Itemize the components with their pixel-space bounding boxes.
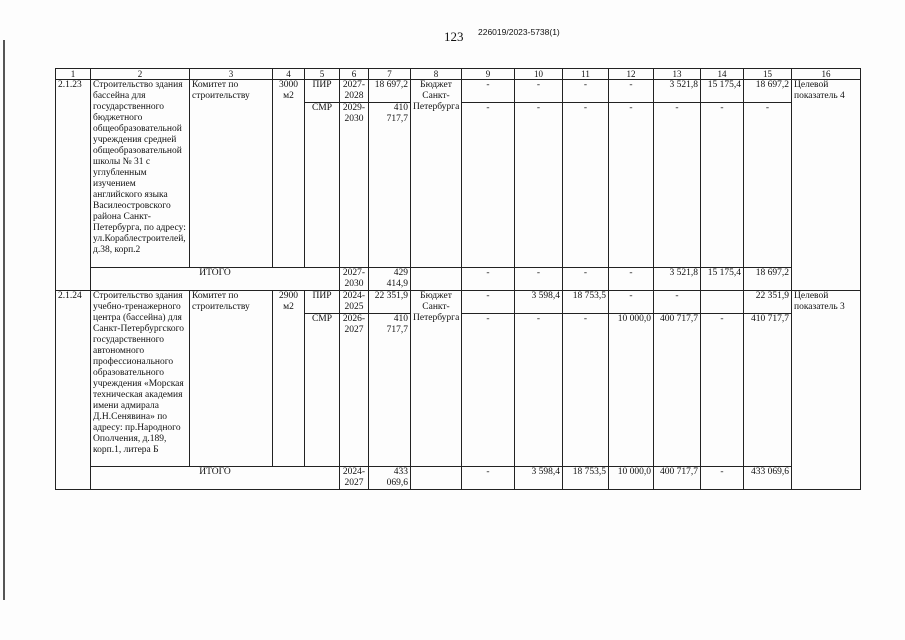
col-header: 5 <box>305 69 340 80</box>
target-indicator: Целевой показатель 3 <box>792 291 861 490</box>
col-header: 12 <box>609 69 654 80</box>
col-header: 8 <box>411 69 462 80</box>
period: 2027-2030 <box>340 268 369 291</box>
col-header: 14 <box>701 69 744 80</box>
total-cost: 410 717,7 <box>369 314 411 467</box>
value-col-12: 10 000,0 <box>609 467 654 490</box>
itogo-label: ИТОГО <box>91 467 340 490</box>
value-col-9: - <box>462 103 515 268</box>
empty-cell <box>411 467 462 490</box>
period: 2024-2027 <box>340 467 369 490</box>
value-col-9: - <box>462 467 515 490</box>
capacity: 3000 м2 <box>273 80 305 268</box>
col-header: 3 <box>190 69 273 80</box>
value-col-12: - <box>609 103 654 268</box>
value-col-13: - <box>654 103 701 268</box>
funding-source: Бюджет Санкт-Петербурга <box>411 80 462 268</box>
value-col-11: 18 753,5 <box>563 467 609 490</box>
row-number: 2.1.24 <box>56 291 91 490</box>
row-number: 2.1.23 <box>56 80 91 291</box>
value-col-12: - <box>609 80 654 103</box>
table-row <box>56 291 861 314</box>
total-cost: 433 069,6 <box>369 467 411 490</box>
col-header: 15 <box>744 69 792 80</box>
col-header: 16 <box>792 69 861 80</box>
work-type: ПИР <box>305 291 340 314</box>
value-col-13: 400 717,7 <box>654 314 701 467</box>
value-col-14: - <box>701 467 744 490</box>
value-col-11: - <box>563 103 609 268</box>
value-col-12: - <box>609 268 654 291</box>
funding-source: Бюджет Санкт-Петербурга <box>411 291 462 467</box>
value-col-15: 18 697,2 <box>744 268 792 291</box>
empty-cell <box>411 268 462 291</box>
customer: Комитет по строительству <box>190 80 273 268</box>
work-type: СМР <box>305 103 340 268</box>
value-col-10: - <box>515 314 563 467</box>
program-table <box>55 68 861 490</box>
total-cost: 429 414,9 <box>369 268 411 291</box>
value-col-9: - <box>462 268 515 291</box>
value-col-13: - <box>654 291 701 314</box>
value-col-13: 3 521,8 <box>654 268 701 291</box>
period: 2026-2027 <box>340 314 369 467</box>
itogo-row <box>56 467 861 490</box>
value-col-10: - <box>515 268 563 291</box>
capacity: 2900 м2 <box>273 291 305 467</box>
value-col-14: - <box>701 103 744 268</box>
work-type: ПИР <box>305 80 340 103</box>
value-col-9: - <box>462 291 515 314</box>
period: 2024-2025 <box>340 291 369 314</box>
col-header: 7 <box>369 69 411 80</box>
period: 2029-2030 <box>340 103 369 268</box>
col-header: 1 <box>56 69 91 80</box>
total-cost: 22 351,9 <box>369 291 411 314</box>
object-name: Строительство здания бассейна для государственного бюджетного общеобразовательной учреждения средней общеобразовательной школы № 31 с углубленным изучением английского языка Василеостровского района Санкт-Петербурга, по адресу: ул.Кораблестроителей, д.38, корп.2 <box>91 80 190 268</box>
value-col-15: 410 717,7 <box>744 314 792 467</box>
value-col-11: - <box>563 268 609 291</box>
value-col-10: 3 598,4 <box>515 291 563 314</box>
table-row <box>56 80 861 103</box>
value-col-13: 3 521,8 <box>654 80 701 103</box>
col-header: 10 <box>515 69 563 80</box>
col-header: 11 <box>563 69 609 80</box>
object-name: Строительство здания учебно-тренажерного центра (бассейна) для Санкт-Петербургского государственного автономного профессионального образовательного учреждения «Морская техническая академия имени адмирала Д.Н.Сенявина» по адресу: пр.Народного Ополчения, д.189, корп.1, литера Б <box>91 291 190 467</box>
total-cost: 18 697,2 <box>369 80 411 103</box>
value-col-12: 10 000,0 <box>609 314 654 467</box>
value-col-10: - <box>515 80 563 103</box>
value-col-15: 433 069,6 <box>744 467 792 490</box>
itogo-row <box>56 268 861 291</box>
work-type: СМР <box>305 314 340 467</box>
value-col-15: - <box>744 103 792 268</box>
value-col-11: 18 753,5 <box>563 291 609 314</box>
value-col-14 <box>701 291 744 314</box>
value-col-14: 15 175,4 <box>701 80 744 103</box>
value-col-14: 15 175,4 <box>701 268 744 291</box>
value-col-14: - <box>701 314 744 467</box>
target-indicator: Целевой показатель 4 <box>792 80 861 291</box>
total-cost: 410 717,7 <box>369 103 411 268</box>
value-col-10: 3 598,4 <box>515 467 563 490</box>
column-number-row <box>56 69 861 80</box>
period: 2027-2028 <box>340 80 369 103</box>
value-col-9: - <box>462 314 515 467</box>
value-col-10: - <box>515 103 563 268</box>
page-number: 123 <box>444 29 464 44</box>
value-col-12: - <box>609 291 654 314</box>
value-col-11: - <box>563 314 609 467</box>
document-id: 226019/2023-5738(1) <box>478 27 560 37</box>
scan-edge-mark <box>3 40 5 600</box>
value-col-15: 22 351,9 <box>744 291 792 314</box>
col-header: 9 <box>462 69 515 80</box>
value-col-13: 400 717,7 <box>654 467 701 490</box>
value-col-15: 18 697,2 <box>744 80 792 103</box>
value-col-11: - <box>563 80 609 103</box>
customer: Комитет по строительству <box>190 291 273 467</box>
value-col-9: - <box>462 80 515 103</box>
col-header: 6 <box>340 69 369 80</box>
itogo-label: ИТОГО <box>91 268 340 291</box>
col-header: 4 <box>273 69 305 80</box>
col-header: 2 <box>91 69 190 80</box>
col-header: 13 <box>654 69 701 80</box>
